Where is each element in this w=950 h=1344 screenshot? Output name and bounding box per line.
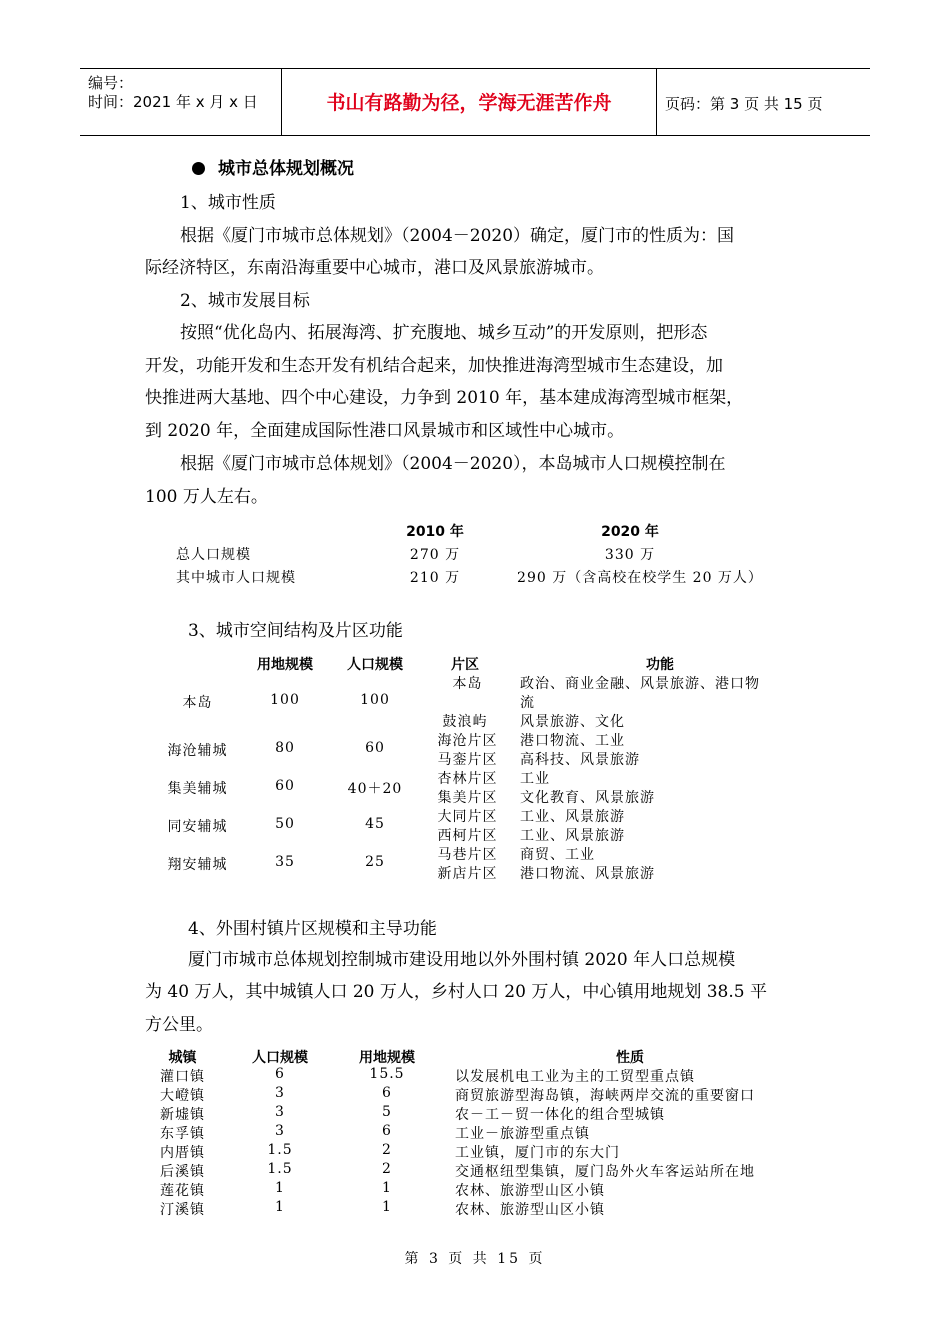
structure-header-func: 功能 bbox=[646, 657, 674, 673]
town-name: 新墟镇 bbox=[160, 1107, 205, 1123]
structure-header-pop: 人口规模 bbox=[347, 657, 403, 673]
town-pop: 3 bbox=[275, 1085, 285, 1101]
structure-area: 大同片区 bbox=[437, 809, 498, 825]
structure-pop: 45 bbox=[365, 816, 385, 832]
pop-table-header-2020: 2020 年 bbox=[601, 524, 659, 540]
section2-paragraph-line: 到 2020 年，全面建成国际性港口风景城市和区域性中心城市。 bbox=[145, 421, 625, 441]
structure-city: 同安辅城 bbox=[167, 819, 228, 835]
pop-table-header-2010: 2010 年 bbox=[406, 524, 464, 540]
structure-func: 工业、风景旅游 bbox=[520, 828, 625, 844]
section4-paragraph-line: 为 40 万人，其中城镇人口 20 万人，乡村人口 20 万人，中心镇用地规划 38.5 平 bbox=[145, 982, 767, 1002]
town-pop: 1 bbox=[275, 1199, 285, 1215]
pop-table-cell: 270 万 bbox=[409, 547, 461, 563]
section4-paragraph-line: 方公里。 bbox=[145, 1015, 213, 1035]
section1-title: 1、城市性质 bbox=[180, 193, 276, 213]
town-name: 内厝镇 bbox=[160, 1145, 205, 1161]
structure-func: 港口物流、工业 bbox=[520, 733, 625, 749]
town-name: 大嶝镇 bbox=[160, 1088, 205, 1104]
page-footer: 第 3 页 共 15 页 bbox=[404, 1251, 546, 1267]
town-nature: 农－工－贸一体化的组合型城镇 bbox=[455, 1107, 665, 1123]
header-motto: 书山有路勤为径，学海无涯苦作舟 bbox=[326, 92, 612, 114]
structure-area: 马巷片区 bbox=[437, 847, 498, 863]
bullet-icon bbox=[192, 162, 205, 175]
town-land: 1 bbox=[382, 1180, 392, 1196]
town-header-land: 用地规模 bbox=[359, 1050, 415, 1066]
town-header-nature: 性质 bbox=[616, 1050, 644, 1066]
structure-area: 马銮片区 bbox=[437, 752, 498, 768]
section2-paragraph-line: 100 万人左右。 bbox=[145, 487, 268, 507]
section4-title: 4、外围村镇片区规模和主导功能 bbox=[188, 919, 437, 939]
structure-land: 80 bbox=[275, 740, 295, 756]
town-name: 后溪镇 bbox=[160, 1164, 205, 1180]
town-land: 15.5 bbox=[369, 1066, 405, 1082]
town-land: 6 bbox=[382, 1123, 392, 1139]
town-nature: 商贸旅游型海岛镇，海峡两岸交流的重要窗口 bbox=[455, 1088, 755, 1104]
structure-pop: 40＋20 bbox=[347, 781, 403, 797]
section1-paragraph-line: 根据《厦门市城市总体规划》（2004－2020）确定，厦门市的性质为：国 bbox=[180, 226, 735, 246]
structure-area: 新店片区 bbox=[437, 866, 498, 882]
structure-func: 工业 bbox=[520, 771, 550, 787]
town-name: 东孚镇 bbox=[160, 1126, 205, 1142]
header-bottom-border bbox=[80, 135, 870, 136]
town-nature: 工业镇，厦门市的东大门 bbox=[455, 1145, 620, 1161]
structure-func: 港口物流、风景旅游 bbox=[520, 866, 655, 882]
section2-paragraph-line: 根据《厦门市城市总体规划》（2004－2020），本岛城市人口规模控制在 bbox=[180, 454, 726, 474]
pop-table-row-label: 其中城市人口规模 bbox=[176, 570, 296, 586]
town-pop: 1.5 bbox=[267, 1142, 293, 1158]
section2-paragraph-line: 快推进两大基地、四个中心建设，力争到 2010 年，基本建成海湾型城市框架， bbox=[145, 388, 744, 408]
town-header-pop: 人口规模 bbox=[252, 1050, 308, 1066]
town-pop: 1.5 bbox=[267, 1161, 293, 1177]
town-land: 2 bbox=[382, 1142, 392, 1158]
structure-func: 政治、商业金融、风景旅游、港口物 bbox=[520, 676, 760, 692]
structure-area: 西柯片区 bbox=[437, 828, 498, 844]
structure-area: 集美片区 bbox=[437, 790, 498, 806]
document-time-label: 时间：2021 年 x 月 x 日 bbox=[88, 93, 258, 111]
section2-title: 2、城市发展目标 bbox=[180, 291, 310, 311]
town-pop: 3 bbox=[275, 1104, 285, 1120]
section3-title: 3、城市空间结构及片区功能 bbox=[188, 621, 403, 641]
structure-header-land: 用地规模 bbox=[257, 657, 313, 673]
town-land: 1 bbox=[382, 1199, 392, 1215]
structure-area: 本岛 bbox=[452, 676, 483, 692]
town-name: 莲花镇 bbox=[160, 1183, 205, 1199]
pop-table-cell: 290 万（含高校在校学生 20 万人） bbox=[517, 570, 763, 586]
structure-land: 100 bbox=[270, 692, 300, 708]
structure-city: 本岛 bbox=[182, 695, 213, 711]
town-pop: 3 bbox=[275, 1123, 285, 1139]
structure-area: 鼓浪屿 bbox=[442, 714, 488, 730]
town-land: 5 bbox=[382, 1104, 392, 1120]
town-pop: 6 bbox=[275, 1066, 285, 1082]
structure-land: 50 bbox=[275, 816, 295, 832]
structure-land: 35 bbox=[275, 854, 295, 870]
section2-paragraph-line: 按照“优化岛内、拓展海湾、扩充腹地、城乡互动”的开发原则，把形态 bbox=[180, 323, 708, 343]
section2-paragraph-line: 开发，功能开发和生态开发有机结合起来，加快推进海湾型城市生态建设，加 bbox=[145, 356, 723, 376]
structure-city: 翔安辅城 bbox=[167, 857, 228, 873]
structure-func: 文化教育、风景旅游 bbox=[520, 790, 655, 806]
section1-paragraph-line: 际经济特区，东南沿海重要中心城市，港口及风景旅游城市。 bbox=[145, 258, 604, 278]
structure-pop: 60 bbox=[365, 740, 385, 756]
structure-area: 海沧片区 bbox=[437, 733, 498, 749]
structure-func: 流 bbox=[520, 695, 535, 711]
structure-header-area: 片区 bbox=[451, 657, 479, 673]
structure-city: 集美辅城 bbox=[167, 781, 228, 797]
town-land: 6 bbox=[382, 1085, 392, 1101]
town-land: 2 bbox=[382, 1161, 392, 1177]
town-nature: 交通枢纽型集镇，厦门岛外火车客运站所在地 bbox=[455, 1164, 755, 1180]
town-name: 灌口镇 bbox=[160, 1069, 205, 1085]
structure-land: 60 bbox=[275, 778, 295, 794]
town-nature: 以发展机电工业为主的工贸型重点镇 bbox=[455, 1069, 695, 1085]
structure-func: 商贸、工业 bbox=[520, 847, 595, 863]
town-header-town: 城镇 bbox=[168, 1050, 197, 1066]
pop-table-row-label: 总人口规模 bbox=[176, 547, 251, 563]
pop-table-cell: 330 万 bbox=[604, 547, 656, 563]
structure-pop: 25 bbox=[365, 854, 385, 870]
structure-func: 工业、风景旅游 bbox=[520, 809, 625, 825]
header-top-border bbox=[80, 68, 870, 69]
structure-func: 风景旅游、文化 bbox=[520, 714, 625, 730]
header-page-indicator: 页码：第 3 页 共 15 页 bbox=[665, 95, 823, 113]
town-pop: 1 bbox=[275, 1180, 285, 1196]
structure-func: 高科技、风景旅游 bbox=[520, 752, 640, 768]
structure-city: 海沧辅城 bbox=[167, 743, 228, 759]
header-divider-right bbox=[656, 68, 657, 136]
town-nature: 农林、旅游型山区小镇 bbox=[455, 1202, 605, 1218]
structure-pop: 100 bbox=[360, 692, 390, 708]
town-nature: 农林、旅游型山区小镇 bbox=[455, 1183, 605, 1199]
structure-area: 杏林片区 bbox=[437, 771, 498, 787]
town-nature: 工业－旅游型重点镇 bbox=[455, 1126, 590, 1142]
section4-paragraph-line: 厦门市城市总体规划控制城市建设用地以外外围村镇 2020 年人口总规模 bbox=[188, 950, 736, 970]
pop-table-cell: 210 万 bbox=[409, 570, 461, 586]
document-number-label: 编号： bbox=[88, 74, 134, 92]
town-name: 汀溪镇 bbox=[160, 1202, 205, 1218]
overview-title: 城市总体规划概况 bbox=[218, 159, 354, 179]
